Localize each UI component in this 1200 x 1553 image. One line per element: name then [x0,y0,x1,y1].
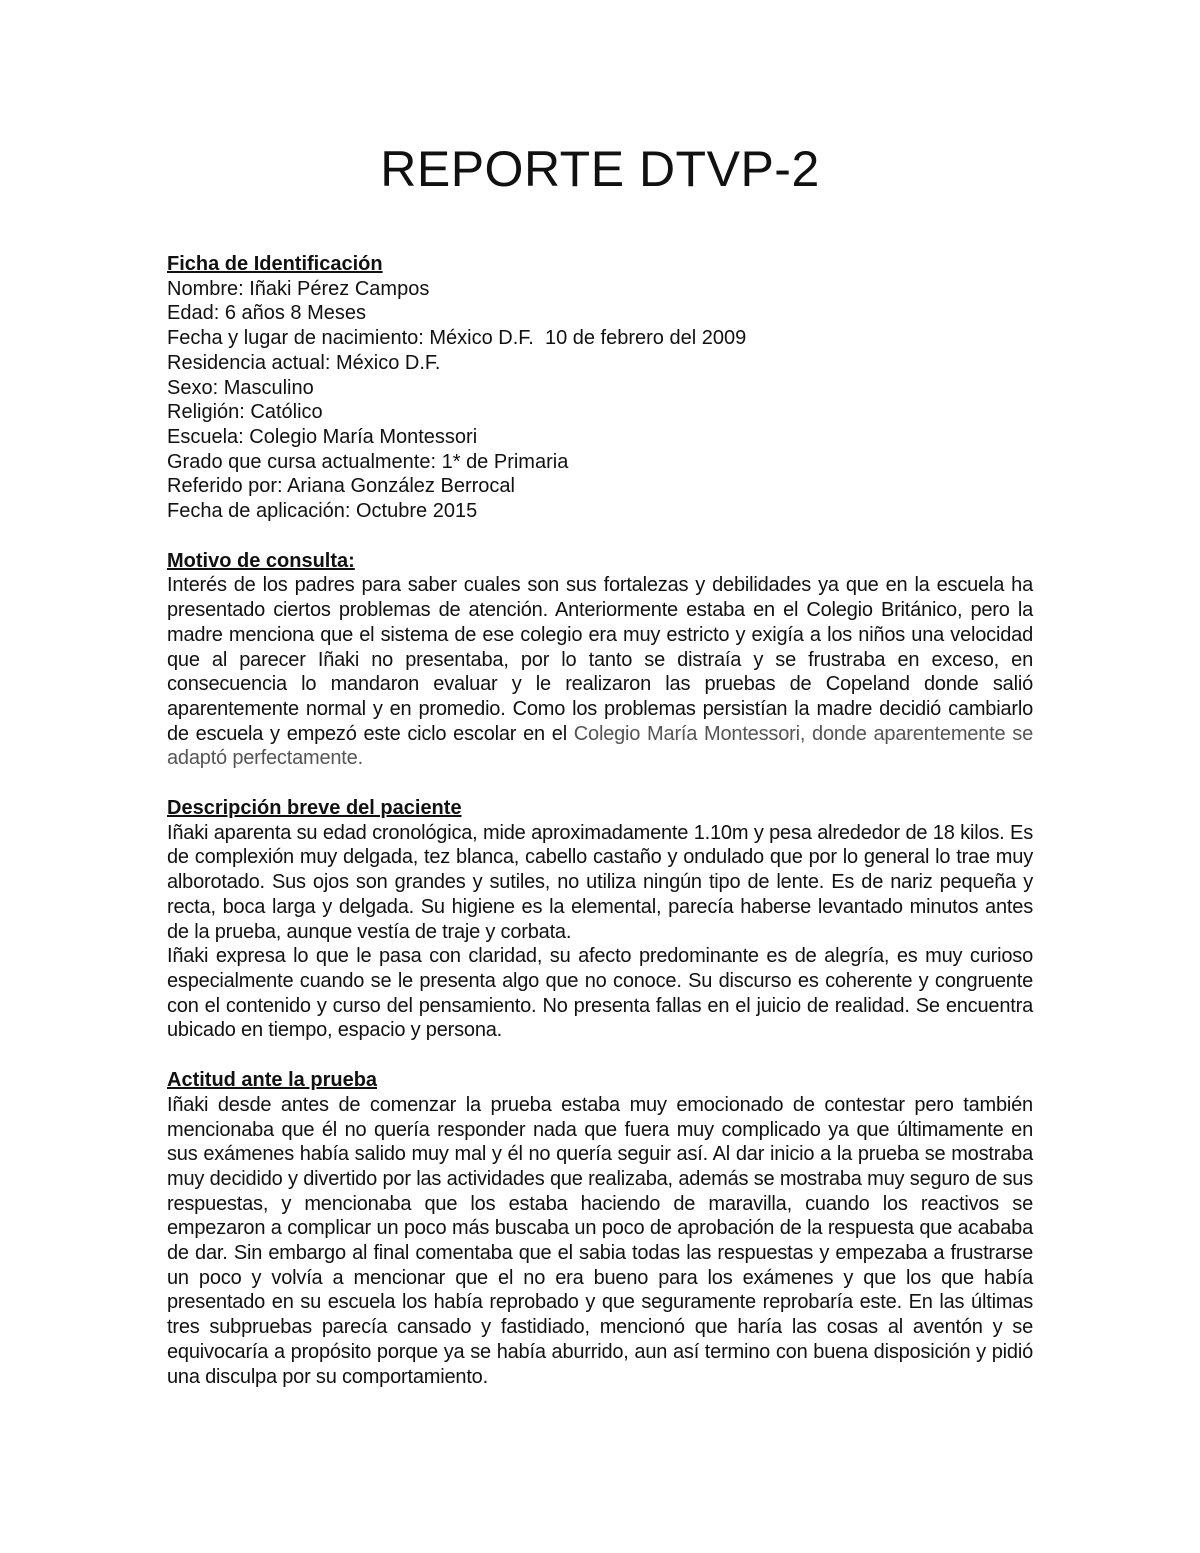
actitud-paragraph: Iñaki desde antes de comenzar la prueba estaba muy emocionado de contestar pero también mencionaba que él no quería responder nada que fuera muy complicado ya que últimamente en sus exámenes había salido muy mal y él no quería seguir así. Al dar inicio a la prueba se mostraba muy decidido y divertido por las actividades que realizaba, además se mostraba muy seguro de sus respuestas, y mencionaba que los estaba haciendo de maravilla, cuando los reactivos se empezaron a complicar un poco más buscaba un poco de aprobación de la respuesta que acababa de dar. Sin embargo al final comentaba que el sabia todas las respuestas y empezaba a frustrarse un poco y volvía a mencionar que el no era bueno para los exámenes y que los que había presentado en su escuela los había reprobado y que seguramente reprobaría este. En las últimas tres subpruebas parecía cansado y fastidiado, mencionó que haría las cosas al aventón y se equivocaría a propósito porque ya se había aburrido, aun así termino con buena disposición y pidió una disculpa por su comportamiento. [167,1093,1033,1388]
ficha-nombre: Nombre: Iñaki Pérez Campos [167,277,430,300]
ficha-edad: Edad: 6 años 8 Meses [167,302,367,325]
descripcion-heading: Descripción breve del paciente [167,797,462,820]
ficha-grado: Grado que cursa actualmente: 1* de Primaria [167,450,569,473]
motivo-heading: Motivo de consulta: [167,549,355,572]
ficha-referido: Referido por: Ariana González Berrocal [167,475,515,498]
section-ficha [167,252,1033,524]
section-motivo [167,549,1033,771]
section-descripcion [167,796,1033,1043]
ficha-heading: Ficha de Identificación [167,253,383,275]
section-actitud [167,1068,1033,1389]
motivo-text: Interés de los padres para saber cuales son sus fortalezas y debilidades ya que en la escuela ha presentado ciertos problemas de atención. Anteriormente estaba en el Colegio Británico, pero la madre menciona que el sistema de ese colegio era muy estricto y exigía a los niños una velocidad que al parecer Iñaki no presentaba, por lo tanto se distraía y se frustraba en exceso, en consecuencia lo mandaron evaluar y le realizaron las pruebas de Copeland donde salió aparentemente normal y en promedio. Como los problemas persistían la madre decidió cambiarlo de escuela y empezó este ciclo escolar en el [167,574,1033,745]
motivo-paragraph [167,573,1033,771]
descripcion-paragraph-1: Iñaki aparenta su edad cronológica, mide aproximadamente 1.10m y pesa alrededor de 18 kilos. Es de complexión muy delgada, tez blanca, cabello castaño y ondulado que por lo general lo trae muy alborotado. Sus ojos son grandes y sutiles, no utiliza ningún tipo de lente. Es de nariz pequeña y recta, boca larga y delgada. Su higiene es la elemental, parecía haberse levantado minutos antes de la prueba, aunque vestía de traje y corbata. [167,821,1033,943]
actitud-heading: Actitud ante la prueba [167,1069,378,1092]
ficha-sexo: Sexo: Masculino [167,376,314,399]
ficha-residencia: Residencia actual: México D.F. [167,351,441,374]
document-title: REPORTE DTVP-2 [380,141,820,197]
ficha-escuela: Escuela: Colegio María Montessori [167,425,478,448]
motivo-text-gray: Colegio María Montessori, donde aparentemente se adaptó perfectamente. [167,722,1033,770]
descripcion-paragraph-2: Iñaki expresa lo que le pasa con claridad, su afecto predominante es de alegría, es muy curioso especialmente cuando se le presenta algo que no conoce. Su discurso es coherente y congruente con el contenido y curso del pensamiento. No presenta fallas en el juicio de realidad. Se encuentra ubicado en tiempo, espacio y persona. [167,945,1033,1042]
document-page [167,140,1033,1414]
ficha-nacimiento: Fecha y lugar de nacimiento: México D.F. 10 de febrero del 2009 [167,327,747,350]
ficha-fecha-aplicacion: Fecha de aplicación: Octubre 2015 [167,500,478,523]
ficha-religion: Religión: Católico [167,401,323,424]
